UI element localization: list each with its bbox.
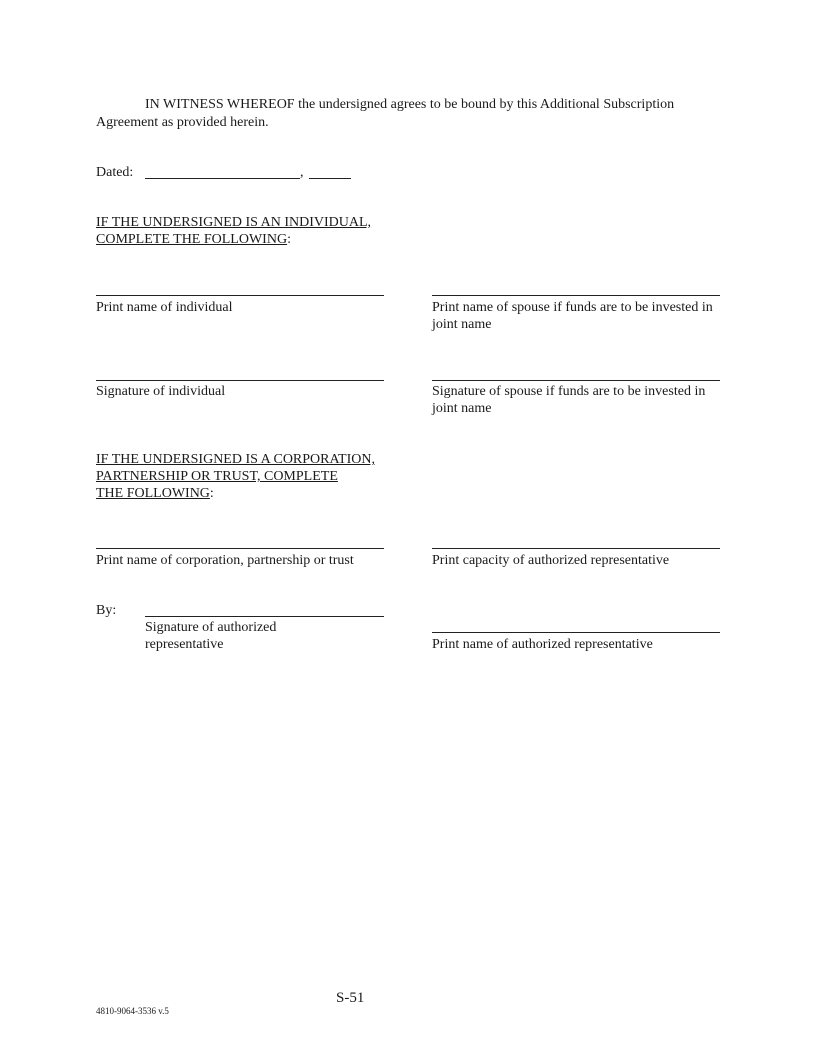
signature-spouse-label-line-1: Signature of spouse if funds are to be invested in (432, 384, 706, 399)
dated-comma: , (300, 165, 304, 180)
print-name-spouse-label (432, 299, 713, 333)
print-name-individual-line[interactable] (96, 295, 384, 296)
signature-spouse-label (432, 383, 705, 417)
signature-rep-label-line-2: representative (145, 637, 224, 652)
entity-heading (96, 451, 375, 502)
dated-date-blank[interactable] (145, 178, 300, 179)
print-name-spouse-line[interactable] (432, 295, 720, 296)
entity-heading-colon: : (209, 486, 214, 501)
document-id: 4810-9064-3536 v.5 (96, 1006, 169, 1016)
individual-heading-line-1: IF THE UNDERSIGNED IS AN INDIVIDUAL, (96, 215, 372, 230)
print-name-individual-label: Print name of individual (96, 300, 233, 315)
print-name-entity-line[interactable] (96, 548, 384, 549)
print-name-entity-label: Print name of corporation, partnership or trust (96, 553, 354, 568)
signature-individual-label: Signature of individual (96, 384, 226, 399)
entity-heading-line-3: THE FOLLOWING (96, 486, 210, 501)
by-label: By: (96, 603, 117, 618)
print-name-spouse-label-line-1: Print name of spouse if funds are to be invested in (432, 300, 713, 315)
signature-rep-label-line-1: Signature of authorized (145, 620, 277, 635)
entity-heading-line-1: IF THE UNDERSIGNED IS A CORPORATION, (96, 452, 375, 467)
print-name-rep-label: Print name of authorized representative (432, 637, 653, 652)
print-name-spouse-label-line-2: joint name (432, 317, 492, 332)
page-number: S-51 (336, 990, 365, 1006)
entity-heading-line-2: PARTNERSHIP OR TRUST, COMPLETE (96, 469, 338, 484)
individual-heading-line-2: COMPLETE THE FOLLOWING (96, 232, 288, 247)
individual-heading-colon: : (287, 232, 291, 247)
witness-line-2: Agreement as provided herein. (96, 115, 269, 130)
signature-rep-line[interactable] (145, 616, 384, 617)
signature-rep-label (145, 619, 276, 653)
signature-spouse-label-line-2: joint name (432, 401, 492, 416)
individual-heading (96, 214, 371, 248)
dated-year-blank[interactable] (309, 178, 351, 179)
signature-spouse-line[interactable] (432, 380, 720, 381)
signature-individual-line[interactable] (96, 380, 384, 381)
print-capacity-label: Print capacity of authorized representative (432, 553, 670, 568)
witness-line-1: IN WITNESS WHEREOF the undersigned agrees to be bound by this Additional Subscription (145, 97, 675, 112)
print-name-rep-line[interactable] (432, 632, 720, 633)
print-capacity-line[interactable] (432, 548, 720, 549)
dated-label: Dated: (96, 165, 134, 180)
